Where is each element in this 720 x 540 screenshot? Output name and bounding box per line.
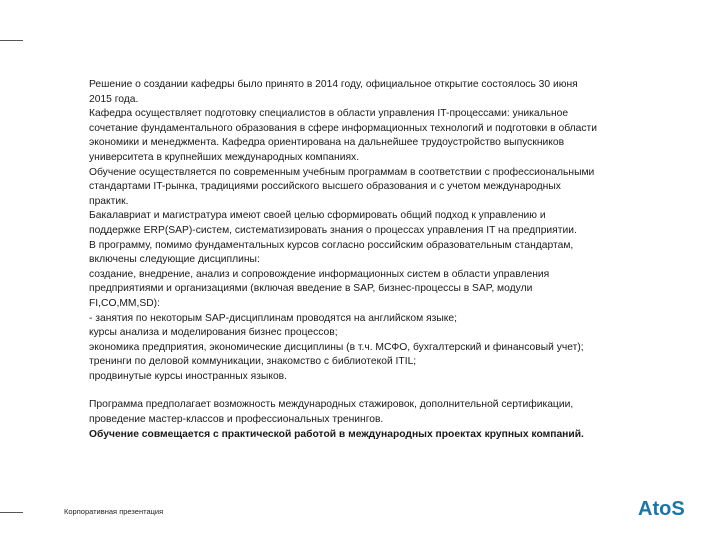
body-line: 2015 года. [89, 93, 139, 105]
body-line: курсы анализа и моделирования бизнес процессов; [89, 327, 338, 339]
body-line: создание, внедрение, анализ и сопровождение информационных систем в области управления [89, 268, 550, 280]
body-line: стандартами IT-рынка, традициями российского высшего образования и с учетом международных [89, 181, 561, 193]
body-line: Решение о создании кафедры было принято в 2014 году, официальное открытие состоялось 30 июня [89, 79, 578, 90]
body-line: - занятия по некоторым SAP-дисциплинам проводятся на английском языке; [89, 312, 457, 324]
body-line: включены следующие дисциплины: [89, 254, 260, 266]
closing-bold-line: Обучение совмещается с практической работой в международных проектах крупных компаний. [89, 428, 584, 440]
body-line: Обучение осуществляется по современным учебным программам в соответствии с профессиональными [89, 166, 595, 178]
body-line: практик. [89, 195, 129, 207]
paragraph-gap [89, 384, 649, 398]
closing-line: проведение мастер-классов и профессиональных тренингов. [89, 414, 384, 426]
body-line: экономики и менеджмента. Кафедра ориентирована на дальнейшее трудоустройство выпускников [89, 137, 565, 149]
atos-logo-text: AtoS [638, 498, 685, 519]
closing-line: Программа предполагает возможность международных стажировок, дополнительной сертификации, [89, 399, 574, 411]
atos-logo [637, 497, 699, 519]
body-line: поддержке ERP(SAP)-систем, систематизировать знания о процессах управления IT на предприятии. [89, 224, 577, 236]
body-line: предприятиями и организациями (включая введение в SAP, бизнес-процессы в SAP, модули [89, 283, 533, 295]
body-line: Кафедра осуществляет подготовку специалистов в области управления IT-процессами: уникальное [89, 108, 569, 120]
body-line: FI,CO,MM,SD): [89, 297, 160, 309]
bottom-edge-rule [0, 512, 23, 513]
body-line: сочетание фундаментального образования в сфере информационных технологий и подготовки в области [89, 122, 597, 134]
body-line: Бакалавриат и магистратура имеют своей целью сформировать общий подход к управлению и [89, 210, 546, 222]
body-line: экономика предприятия, экономические дисциплины (в т.ч. МСФО, бухгалтерский и финансовый учет); [89, 341, 584, 353]
body-text [89, 78, 649, 442]
body-line: продвинутые курсы иностранных языков. [89, 370, 288, 382]
top-edge-rule [0, 40, 23, 41]
footer-label: Корпоративная презентация [64, 507, 164, 516]
body-line: университета в крупнейших международных компаниях. [89, 151, 360, 163]
body-line: В программу, помимо фундаментальных курсов согласно российским образовательным стандартам, [89, 239, 574, 251]
body-line: тренинги по деловой коммуникации, знакомство с библиотекой ITIL; [89, 356, 417, 368]
